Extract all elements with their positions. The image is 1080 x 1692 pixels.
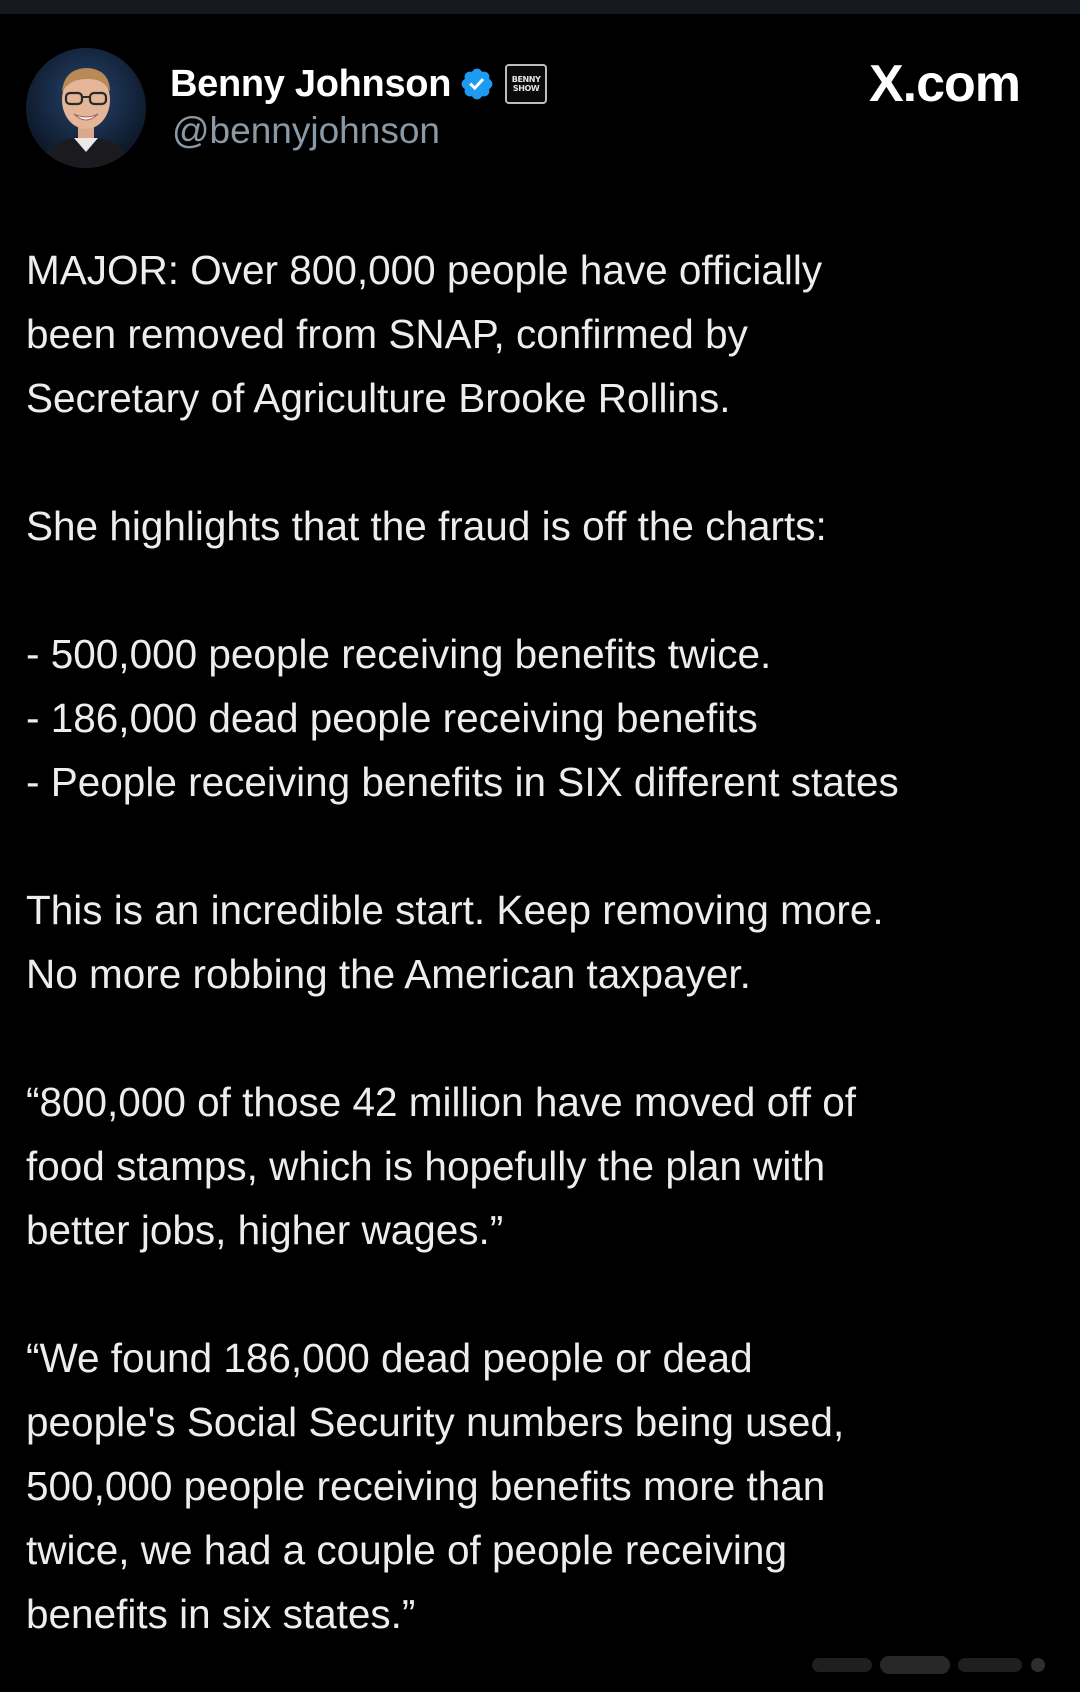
tweet-line: No more robbing the American taxpayer. [26, 951, 751, 997]
tweet-line: This is an incredible start. Keep removing more. [26, 887, 884, 933]
show-logo-badge [505, 64, 547, 104]
tweet-line: She highlights that the fraud is off the charts: [26, 503, 827, 549]
tweet-paragraph [26, 622, 1066, 814]
tweet-line: Secretary of Agriculture Brooke Rollins. [26, 375, 731, 421]
verified-badge-icon [459, 66, 495, 102]
tweet-line: - 500,000 people receiving benefits twice. [26, 631, 772, 677]
tweet-line: people's Social Security numbers being used, [26, 1399, 845, 1445]
display-name[interactable]: Benny Johnson [170, 62, 452, 105]
badge-line-2: SHOW [512, 84, 540, 93]
tweet-line: 500,000 people receiving benefits more than [26, 1463, 826, 1509]
tweet-paragraph [26, 238, 1066, 430]
tweet-line: food stamps, which is hopefully the plan with [26, 1143, 826, 1189]
tweet-paragraph [26, 494, 1066, 558]
tweet-paragraph [26, 1326, 1066, 1646]
display-name-row [170, 58, 547, 110]
site-brand: X.com [868, 55, 1020, 113]
tweet-line: “We found 186,000 dead people or dead [26, 1335, 753, 1381]
tweet-line: twice, we had a couple of people receiving [26, 1527, 787, 1573]
tweet-line: - People receiving benefits in SIX different states [26, 759, 899, 805]
tweet-line: been removed from SNAP, confirmed by [26, 311, 748, 357]
tweet-line: - 186,000 dead people receiving benefits [26, 695, 758, 741]
tweet-line: “800,000 of those 42 million have moved off of [26, 1079, 857, 1125]
user-handle[interactable]: @bennyjohnson [172, 110, 440, 151]
tweet-text [26, 238, 1066, 1646]
badge-line-1: BENNY [511, 75, 541, 84]
avatar[interactable] [26, 48, 146, 168]
profile-photo-icon [26, 48, 146, 168]
tweet-header [0, 0, 1080, 200]
tweet-line: MAJOR: Over 800,000 people have officially [26, 247, 823, 293]
tweet-line: better jobs, higher wages.” [26, 1207, 504, 1253]
watermark-logo [812, 1652, 1052, 1678]
tweet-paragraph [26, 878, 1066, 1006]
tweet-line: benefits in six states.” [26, 1591, 416, 1637]
tweet-paragraph [26, 1070, 1066, 1262]
